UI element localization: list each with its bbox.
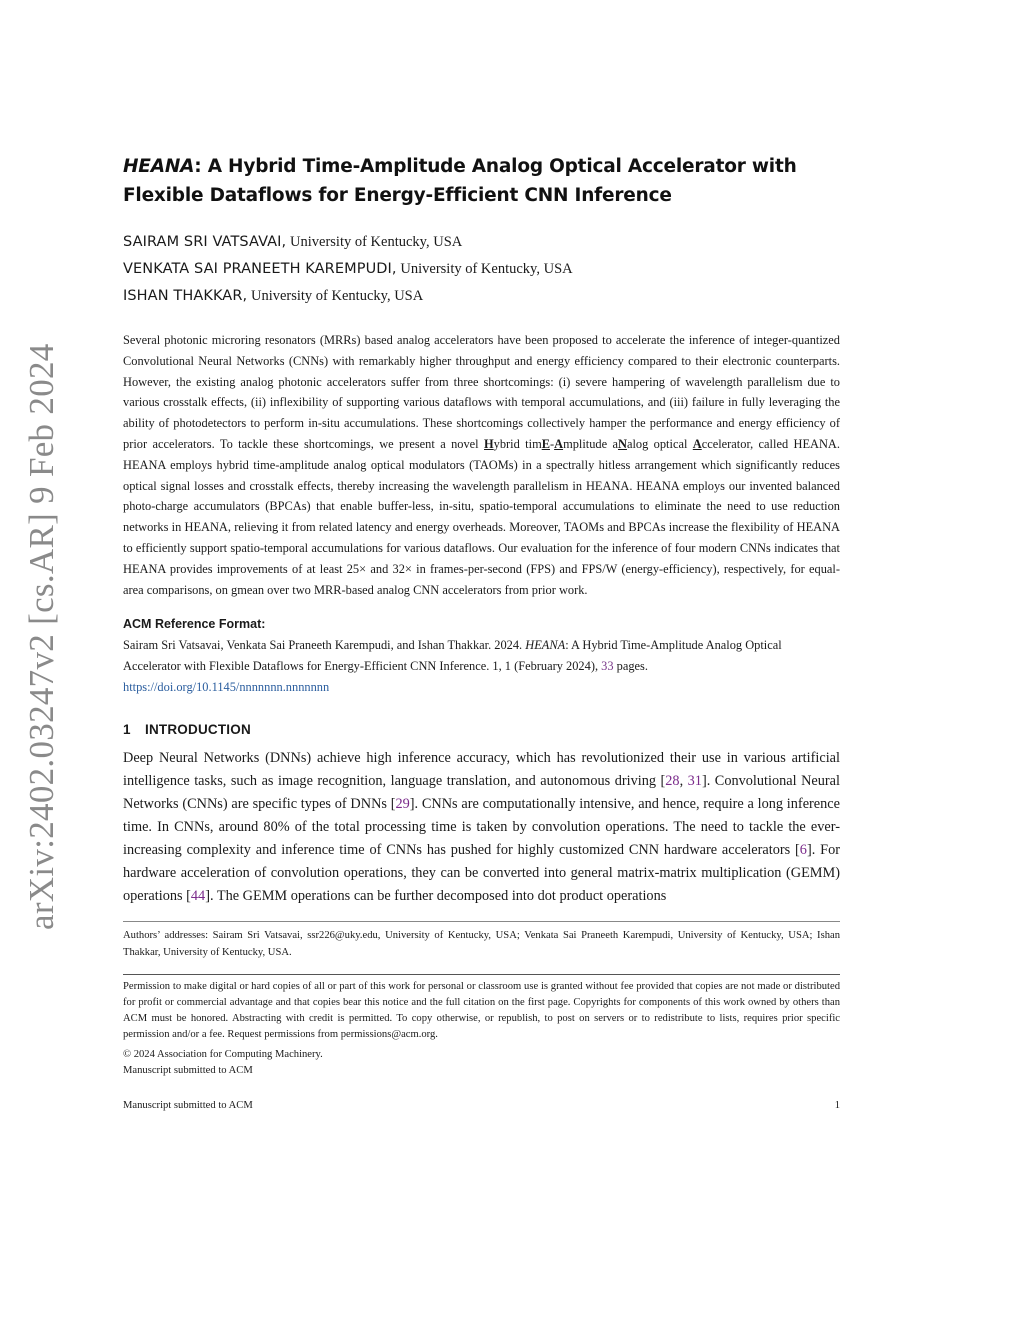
intro-text: ]. CNNs are computationally intensive, and hence, require a long inference time. In CNNs, around 80% of the total processing time is taken by convolution operations. The need to tackle the ever-increasing complexity and inference time of CNNs has pushed for highly customized CNN hardware accelerators [ [123,795,840,859]
arxiv-stamp-text: arXiv:2402.03247v2 [cs.AR] 9 Feb 2024 [22,343,61,930]
acronym-letter: E [541,436,550,451]
citation-link[interactable]: 28 [665,772,680,789]
section-title: INTRODUCTION [145,721,251,737]
acronym-text: mplitude a [563,436,618,451]
ref-authors: Sairam Sri Vatsavai, Venkata Sai Praneeth Karempudi, and Ishan Thakkar. 2024. [123,638,526,653]
title-italic: HEANA [123,156,195,177]
citation-link[interactable]: 6 [799,842,807,859]
intro-text: , [679,772,688,789]
acronym-text: ybrid tim [493,436,542,451]
acronym-letter: A [692,436,702,451]
acronym-letter: A [554,436,564,451]
citation-link[interactable]: 29 [395,795,410,812]
author-3 [123,283,840,310]
author-2 [123,256,840,283]
acronym-text: - [549,436,555,451]
acronym-letter: H [484,436,494,451]
intro-text: Deep Neural Networks (DNNs) achieve high inference accuracy, which has revolutionized their use in various artificial intelligence tasks, such as image recognition, language translation, and autonomous driving [ [123,749,840,789]
author-affiliation: University of Kentucky, USA [250,288,424,304]
page-footer [123,1100,840,1111]
ref-pages-text: pages. [613,659,648,674]
abstract-part-1: Several photonic microring resonators (MRRs) based analog accelerators have been proposed to accelerate the inference of integer-quantized Convolutional Neural Networks (CNNs) with remarkably higher throughput and energy efficiency compared to their electronic counterparts. However, the existing analog photonic accelerators suffer from three shortcomings: (i) severe hampering of wavelength parallelism due to various crosstalk effects, (ii) inflexibility of supporting various dataflows with temporal accumulations, and (iii) failure in fully leveraging the ability of photodetectors to perform in-situ accumulations. These shortcomings collectively hamper the performance and energy efficiency of prior accelerators. To tackle these shortcomings, we present a novel [123,333,840,451]
ref-pages-link[interactable]: 33 [601,659,614,674]
author-name: VENKATA SAI PRANEETH KAREMPUDI, [123,261,397,277]
intro-paragraph [123,747,840,909]
paper-page [123,150,840,1079]
copyright-notice: © 2024 Association for Computing Machinery. [123,1048,323,1060]
citation-link[interactable]: 44 [190,888,206,905]
acronym-text: alog optical [626,436,693,451]
page-number: 1 [834,1100,840,1111]
abstract-text [123,330,840,600]
ref-italic-title: HEANA [525,638,566,653]
citation-link[interactable]: 31 [687,772,702,789]
author-addresses: Authors’ addresses: Sairam Sri Vatsavai, ssr226@uky.edu, University of Kentucky, USA; Venkata Sai Praneeth Karempudi, University of Kentucky, USA; Ishan Thakkar, University of Kentucky, USA. [123,930,840,958]
acronym-text: ccelerator [701,436,751,451]
permission-notice: Permission to make digital or hard copies of all or part of this work for personal or classroom use is granted without fee provided that copies are not made or distributed for profit or commercial advantage and that copies bear this notice and the full citation on the first page. Copyrights for components of this work owned by others than ACM must be honored. Abstracting with credit is permitted. To copy otherwise, or republish, to post on servers or to redistribute to lists, requires prior specific permission and/or a fee. Request permissions from permissions@acm.org. [123,980,840,1041]
author-list [123,229,840,310]
intro-text: ]. The GEMM operations can be further decomposed into dot product operations [205,888,667,905]
footnote-divider [123,921,840,922]
author-name: SAIRAM SRI VATSAVAI, [123,234,287,250]
acronym-letter: N [618,436,627,451]
intro-text: ]. For hardware acceleration of convolution operations, they can be converted into general matrix-matrix multiplication (GEMM) operations [ [123,842,840,905]
ref-title: : A Hybrid Time-Amplitude Analog Optical Accelerator with Flexible Dataflows for Energy-Efficient CNN Inference. 1, 1 (February 2024), [123,638,782,674]
permission-divider [123,974,840,975]
acm-ref-text [123,635,840,697]
author-affiliation: University of Kentucky, USA [400,261,573,277]
section-number: 1 [123,721,131,737]
doi-link[interactable]: https://doi.org/10.1145/nnnnnnn.nnnnnnn [123,679,330,694]
acm-ref-heading: ACM Reference Format: [123,617,266,632]
footer-left: Manuscript submitted to ACM [123,1100,253,1111]
author-affiliation: University of Kentucky, USA [290,234,463,250]
author-1 [123,229,840,256]
author-name: ISHAN THAKKAR, [123,288,248,304]
abstract [123,330,840,600]
paper-title [123,152,840,210]
abstract-part-2: , called HEANA. HEANA employs hybrid time-amplitude analog optical modulators (TAOMs) in a spectrally hitless arrangement which significantly reduces optical signal losses and crosstalk effects, thereby increasing the wavelength parallelism in HEANA. HEANA employs our invented balanced photo-charge accumulators (BPCAs) that enable buffer-less, in-situ, spatio-temporal accumulations to eliminate the need to use reduction networks in HEANA, relieving it from related latency and energy overheads. Moreover, TAOMs and BPCAs increase the flexibility of HEANA to efficiently support spatio-temporal accumulations for various dataflows. Our evaluation for the inference of four modern CNNs indicates that HEANA provides improvements of at least 25× and 32× in frames-per-second (FPS) and FPS/W (energy-efficiency), respectively, for equal-area comparisons, on gmean over two MRR-based analog CNN accelerators from prior work. [123,436,840,597]
title-rest: : A Hybrid Time-Amplitude Analog Optical Accelerator with Flexible Dataflows for Energy-Efficient CNN Inference [123,156,797,206]
manuscript-note: Manuscript submitted to ACM [123,1064,253,1076]
intro-text: ]. Convolutional Neural Networks (CNNs) are specific types of DNNs [ [123,772,840,812]
section-heading [123,720,840,740]
